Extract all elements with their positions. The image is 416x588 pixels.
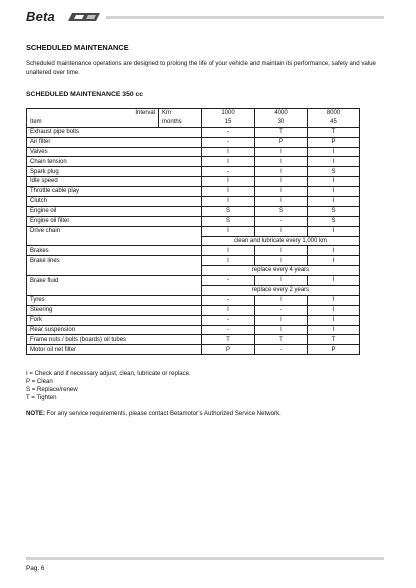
interval-value: T xyxy=(255,335,308,345)
km-4000: 4000 xyxy=(255,109,308,118)
interval-note: replace every 4 years xyxy=(202,266,360,276)
table-row xyxy=(27,167,360,177)
beta-logo xyxy=(26,10,102,24)
table-row xyxy=(27,345,360,355)
interval-value: I xyxy=(255,167,308,177)
interval-value: - xyxy=(202,167,255,177)
legend xyxy=(26,370,191,402)
table-row xyxy=(27,266,360,276)
table-row xyxy=(27,177,360,187)
table-row xyxy=(27,315,360,325)
table-row xyxy=(27,295,360,305)
interval-value: S xyxy=(202,216,255,226)
item-name: Frame nuts / bolts (boards) oil tubes xyxy=(27,335,202,345)
interval-value: S xyxy=(308,167,360,177)
table-row xyxy=(27,325,360,335)
interval-value: - xyxy=(202,295,255,305)
interval-value: I xyxy=(255,295,308,305)
item-name: Fork xyxy=(27,315,202,325)
interval-value: P xyxy=(255,137,308,147)
interval-value: P xyxy=(308,345,360,355)
table-row xyxy=(27,286,360,296)
interval-value: I xyxy=(255,226,308,236)
interval-value: I xyxy=(202,157,255,167)
interval-value: I xyxy=(308,295,360,305)
table-row xyxy=(27,187,360,197)
km-8000: 8000 xyxy=(308,109,360,118)
item-spacer xyxy=(27,266,202,276)
interval-value: T xyxy=(202,335,255,345)
table-row xyxy=(27,127,360,137)
interval-value: S xyxy=(308,216,360,226)
interval-value: I xyxy=(308,315,360,325)
interval-value: - xyxy=(202,315,255,325)
item-name: Motor oil net filter xyxy=(27,345,202,355)
months-45: 45 xyxy=(308,118,360,127)
interval-value: I xyxy=(308,276,360,286)
interval-value: I xyxy=(255,197,308,207)
interval-value: I xyxy=(255,187,308,197)
interval-note: replace every 2 years xyxy=(202,286,360,296)
interval-value: I xyxy=(308,325,360,335)
interval-value: - xyxy=(202,137,255,147)
interval-value: T xyxy=(308,335,360,345)
interval-value: - xyxy=(202,276,255,286)
legend-item: I = Check and if necessary adjust, clean, lubricate or replace. xyxy=(26,370,191,377)
item-name: Throttle cable play xyxy=(27,187,202,197)
interval-value: I xyxy=(308,147,360,157)
interval-value: I xyxy=(308,177,360,187)
interval-value: I xyxy=(308,157,360,167)
interval-value: I xyxy=(202,197,255,207)
interval-value: I xyxy=(255,157,308,167)
interval-value: I xyxy=(202,246,255,256)
item-name: Exhaust pipe bolts xyxy=(27,127,202,137)
interval-value: S xyxy=(202,206,255,216)
item-name: Valves xyxy=(27,147,202,157)
months-15: 15 xyxy=(202,118,255,127)
interval-value: - xyxy=(255,216,308,226)
legend-item: S = Replace/renew xyxy=(26,386,78,393)
legend-item: T = Tighten xyxy=(26,394,57,401)
interval-value: I xyxy=(202,187,255,197)
table-row xyxy=(27,226,360,236)
interval-value: I xyxy=(255,177,308,187)
item-label: Item xyxy=(27,118,159,127)
interval-value: I xyxy=(308,246,360,256)
interval-value: - xyxy=(255,305,308,315)
interval-value: S xyxy=(308,206,360,216)
interval-value: I xyxy=(308,187,360,197)
logo-graphic-icon xyxy=(66,12,102,22)
item-name: Rear suspension xyxy=(27,325,202,335)
interval-value: I xyxy=(255,147,308,157)
table-row xyxy=(27,216,360,226)
item-name: Clutch xyxy=(27,197,202,207)
table-row xyxy=(27,256,360,266)
table-row xyxy=(27,305,360,315)
item-name: Brakes xyxy=(27,246,202,256)
interval-value: I xyxy=(202,226,255,236)
page-header xyxy=(26,10,384,26)
table-row xyxy=(27,157,360,167)
interval-note: clean and lubricate every 1,000 km xyxy=(202,236,360,246)
table-row xyxy=(27,147,360,157)
table-row xyxy=(27,236,360,246)
logo-wordmark: Beta xyxy=(26,9,55,24)
section-title: SCHEDULED MAINTENANCE xyxy=(26,43,129,52)
item-name: Spark plug xyxy=(27,167,202,177)
interval-value: I xyxy=(255,315,308,325)
item-name: Idle speed xyxy=(27,177,202,187)
interval-value: S xyxy=(255,206,308,216)
interval-value: I xyxy=(308,197,360,207)
interval-value: I xyxy=(202,305,255,315)
interval-value: I xyxy=(255,276,308,286)
table-header-row xyxy=(27,118,360,127)
footer-rule xyxy=(26,557,384,560)
interval-value: I xyxy=(202,177,255,187)
note-text: For any service requirements, please contact Betamotor’s Authorized Service Network. xyxy=(44,410,281,417)
table-title: SCHEDULED MAINTENANCE 350 cc xyxy=(26,91,144,98)
months-label: months xyxy=(159,118,202,127)
header-rule xyxy=(106,16,384,19)
item-name: Brake fluid xyxy=(27,276,202,286)
months-30: 30 xyxy=(255,118,308,127)
interval-value: I xyxy=(202,256,255,266)
table-header-row xyxy=(27,109,360,118)
table-row xyxy=(27,137,360,147)
table-row xyxy=(27,335,360,345)
item-name: Engine oil xyxy=(27,206,202,216)
note-label: NOTE: xyxy=(26,410,45,417)
maintenance-table xyxy=(26,108,360,355)
interval-value: I xyxy=(255,325,308,335)
item-name: Steering xyxy=(27,305,202,315)
km-label: Km xyxy=(159,109,202,118)
interval-value: I xyxy=(308,256,360,266)
interval-label: Interval xyxy=(27,109,159,118)
interval-value: T xyxy=(308,127,360,137)
item-spacer xyxy=(27,236,202,246)
interval-value: I xyxy=(202,147,255,157)
item-spacer xyxy=(27,286,202,296)
item-name: Tyres xyxy=(27,295,202,305)
page-number: Pag. 6 xyxy=(26,565,45,572)
interval-value: - xyxy=(255,345,308,355)
table-row xyxy=(27,206,360,216)
interval-value: - xyxy=(202,127,255,137)
interval-value: I xyxy=(308,305,360,315)
item-name: Chain tension xyxy=(27,157,202,167)
interval-value: P xyxy=(308,137,360,147)
interval-value: I xyxy=(255,246,308,256)
km-1000: 1000 xyxy=(202,109,255,118)
item-name: Drive chain xyxy=(27,226,202,236)
table-row xyxy=(27,197,360,207)
interval-value: I xyxy=(308,226,360,236)
interval-value: T xyxy=(255,127,308,137)
legend-item: P = Clean xyxy=(26,378,53,385)
table-row xyxy=(27,246,360,256)
intro-paragraph: Scheduled maintenance operations are designed to prolong the life of your vehicle and maintain its performance, safety and value unaltered over time. xyxy=(26,60,376,76)
item-name: Air filter xyxy=(27,137,202,147)
interval-value: - xyxy=(202,325,255,335)
interval-value: I xyxy=(255,256,308,266)
item-name: Brake lines xyxy=(27,256,202,266)
table-row xyxy=(27,276,360,286)
service-note xyxy=(26,410,281,417)
interval-value: P xyxy=(202,345,255,355)
item-name: Engine oil filter xyxy=(27,216,202,226)
